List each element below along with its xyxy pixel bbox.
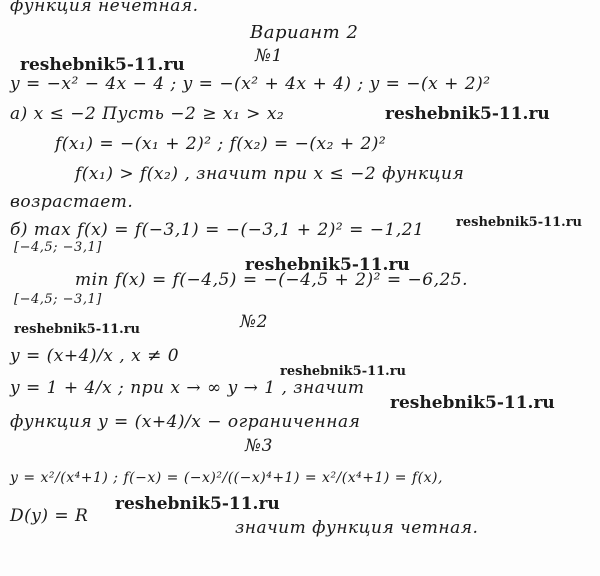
handwritten-line: возрастает.	[10, 192, 134, 212]
interval-label: [−4,5; −3,1]	[14, 292, 102, 307]
handwritten-line: D(y) = R	[10, 506, 89, 526]
watermark: reshebnik5-11.ru	[390, 393, 555, 413]
task-number: №2	[240, 312, 268, 332]
handwritten-line: функция y = (x+4)/x − ограниченная	[10, 412, 361, 432]
watermark: reshebnik5-11.ru	[115, 494, 280, 514]
handwritten-line: y = 1 + 4/x ; при x → ∞ y → 1 , значит	[10, 378, 365, 398]
task-number: №3	[245, 436, 273, 456]
handwritten-line: б) max f(x) = f(−3,1) = −(−3,1 + 2)² = −1,21	[10, 220, 425, 240]
handwritten-line: min f(x) = f(−4,5) = −(−4,5 + 2)² = −6,25.	[75, 270, 469, 290]
handwritten-line: функция нечетная.	[10, 0, 199, 16]
handwritten-line: значит функция четная.	[235, 518, 479, 538]
watermark: reshebnik5-11.ru	[14, 322, 141, 337]
watermark: reshebnik5-11.ru	[20, 55, 185, 75]
handwritten-line: y = x²/(x⁴+1) ; f(−x) = (−x)²/((−x)⁴+1) = x²/(x⁴+1) = f(x),	[10, 470, 443, 486]
watermark: reshebnik5-11.ru	[385, 104, 550, 124]
interval-label: [−4,5; −3,1]	[14, 240, 102, 255]
handwritten-line: y = (x+4)/x , x ≠ 0	[10, 346, 180, 366]
handwritten-line: f(x₁) > f(x₂) , значит при x ≤ −2 функция	[75, 164, 465, 184]
watermark: reshebnik5-11.ru	[280, 364, 407, 379]
watermark: reshebnik5-11.ru	[456, 215, 583, 230]
watermark: reshebnik5-11.ru	[245, 255, 410, 275]
handwritten-line: y = −x² − 4x − 4 ; y = −(x² + 4x + 4) ; y = −(x + 2)²	[10, 74, 491, 94]
variant-heading: Вариант 2	[250, 22, 359, 43]
handwritten-line: f(x₁) = −(x₁ + 2)² ; f(x₂) = −(x₂ + 2)²	[55, 134, 387, 154]
task-number: №1	[255, 46, 283, 66]
handwritten-line: a) x ≤ −2 Пусть −2 ≥ x₁ > x₂	[10, 104, 285, 124]
